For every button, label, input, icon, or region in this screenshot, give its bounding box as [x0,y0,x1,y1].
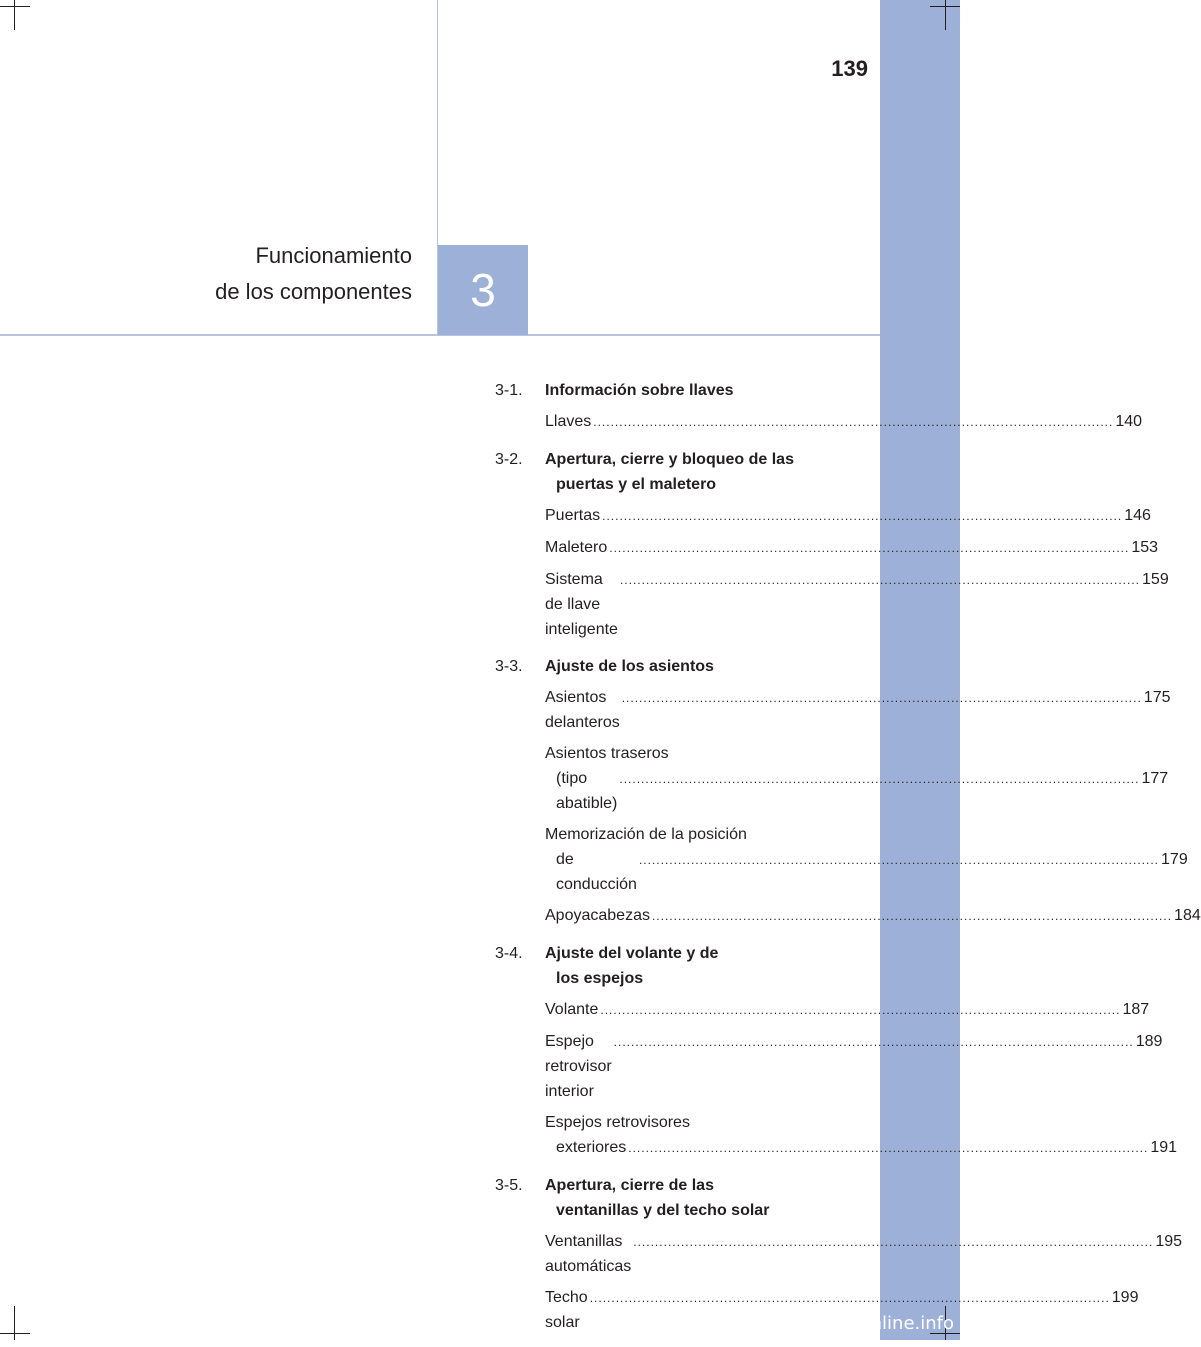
section-title [215,238,412,310]
toc-entry-label: Apoyacabezas [545,907,650,924]
toc-page-number: 184 [1174,907,1201,924]
toc-entry-label: Espejo retrovisor interior [545,1033,612,1100]
toc-dot-leader: ........................................................................................................................ [609,541,1130,555]
toc-entry[interactable] [545,1029,1163,1104]
toc-page-number: 191 [1150,1139,1178,1156]
toc-dot-leader: ........................................................................................................................ [651,909,1173,923]
toc-entry[interactable] [545,503,1151,529]
toc-chapter-heading[interactable] [495,447,823,497]
chapter-number: 3 [470,264,496,316]
toc-entry[interactable] [545,409,1143,435]
toc-page-number: 146 [1124,507,1151,524]
toc-chapter [495,941,1178,1161]
toc-dot-leader: ........................................................................................................................ [613,1035,1134,1049]
toc-entry-label: Espejos retrovisores [545,1114,690,1131]
toc-dot-leader: ........................................................................................................................ [621,691,1142,705]
toc-chapter-title [545,1173,769,1223]
toc-chapter-number: 3-5. [495,1177,523,1194]
section-title-line: de los componentes [215,279,412,304]
toc-entry[interactable] [545,567,1169,642]
toc-dot-leader: ........................................................................................................................ [619,772,1140,786]
toc-page-number: 195 [1155,1233,1183,1250]
toc-entry-label: (tipo abatible) [556,770,618,812]
toc-entry-label: Maletero [545,539,608,556]
page-number: 139 [831,56,868,81]
toc-chapter-title [545,654,714,679]
toc-entry[interactable] [545,685,1171,735]
toc-entry-label: Volante [545,1001,599,1018]
crop-mark [14,1306,15,1340]
toc-chapter-heading[interactable] [495,654,823,679]
toc-dot-leader: ........................................................................................................................ [633,1235,1154,1249]
crop-mark [0,1333,30,1334]
toc-dot-leader: ........................................................................................................................ [628,1141,1149,1155]
toc-entry-label: Puertas [545,507,601,524]
toc-page-number: 175 [1143,689,1171,706]
toc-dot-leader: ........................................................................................................................ [638,853,1160,867]
toc-chapter-title [545,378,734,403]
toc-dot-leader: ........................................................................................................................ [619,573,1141,587]
toc-entry[interactable] [545,1229,1183,1279]
toc-chapter-number: 3-1. [495,382,523,399]
toc-chapter [495,654,1201,929]
toc-page-number: 153 [1131,539,1159,556]
toc-entry-label: Techo solar [545,1289,588,1331]
section-title-line: Funcionamiento [255,243,412,268]
toc-page-number: 179 [1161,851,1188,868]
toc-page-number: 187 [1122,1001,1150,1018]
toc-entry-label: Asientos delanteros [545,689,620,731]
crop-mark [0,6,30,7]
toc-entry-label: Memorización de la posición [545,826,747,843]
toc-page-number: 159 [1142,571,1169,588]
toc-entry[interactable] [545,822,1188,897]
toc-dot-leader: ........................................................................................................................ [602,509,1123,523]
toc-entry[interactable] [545,997,1150,1023]
toc-entry[interactable] [545,741,1169,816]
toc-chapter-number: 3-4. [495,945,523,962]
toc-chapter [495,378,1143,435]
toc-entry-label: Asientos traseros [545,745,669,762]
toc-chapter-number: 3-3. [495,658,523,675]
crop-mark [14,0,15,30]
toc-chapter-heading[interactable] [495,941,823,991]
crop-mark [945,0,946,30]
toc-entry-label: Ventanillas automáticas [545,1233,632,1275]
toc-chapter-title-line: puertas y el maletero [556,476,717,493]
toc-page-number: 177 [1141,770,1169,787]
toc-entry-label: Sistema de llave inteligente [545,571,618,638]
chapter-number-box [438,245,528,335]
toc-dot-leader: ........................................................................................................................ [600,1003,1121,1017]
toc-chapter-number: 3-2. [495,451,523,468]
toc-entry-label: de conducción [556,851,637,893]
toc-chapter-heading[interactable] [495,378,823,403]
toc-chapter [495,447,1169,642]
toc-dot-leader: ........................................................................................................................ [589,1291,1110,1305]
toc-chapter-title-line: Información sobre llaves [545,382,734,399]
toc-chapter-title [545,941,718,991]
toc-entry[interactable] [545,903,1201,929]
toc-dot-leader: ........................................................................................................................ [593,415,1114,429]
toc-chapter-title-line: ventanillas y del techo solar [556,1202,770,1219]
toc-page-number: 199 [1111,1289,1139,1306]
watermark: carmanualsonline.info [754,1313,954,1334]
toc-page-number: 189 [1135,1033,1163,1050]
toc-chapter-title-line: Apertura, cierre de las [545,1177,714,1194]
toc-chapter-title-line: Ajuste de los asientos [545,658,714,675]
toc-entry[interactable] [545,535,1159,561]
toc-entry[interactable] [545,1110,1178,1161]
toc-entry-label: Llaves [545,413,592,430]
toc-chapter-title-line: Apertura, cierre y bloqueo de las [545,451,794,468]
toc-chapter-heading[interactable] [495,1173,823,1223]
toc-chapter-title-line: Ajuste del volante y de [545,945,719,962]
toc-chapter-title-line: los espejos [556,970,644,987]
toc-entry-label: exteriores [556,1139,627,1156]
toc-page-number: 140 [1115,413,1143,430]
toc-chapter-title [545,447,794,497]
